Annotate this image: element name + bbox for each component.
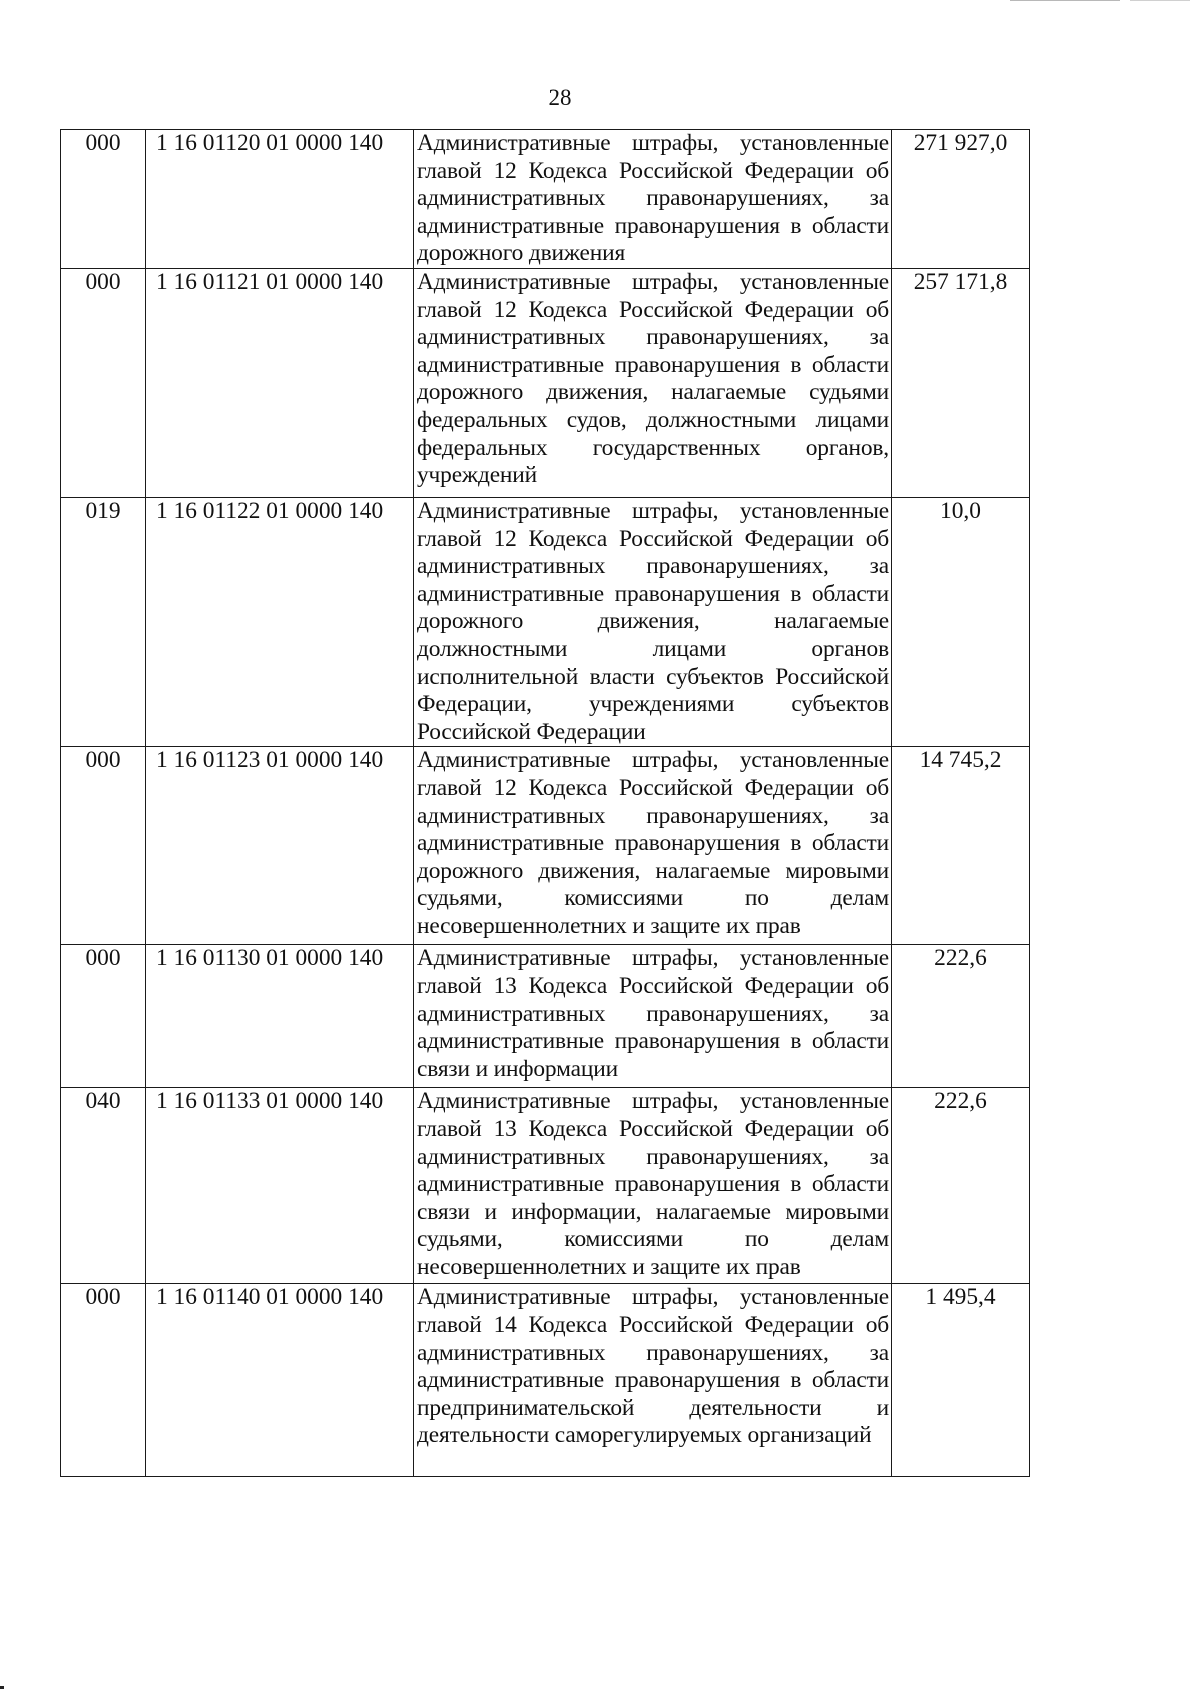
page-number: 28 — [548, 85, 572, 110]
scan-edge-mark — [1130, 0, 1190, 1]
budget-code-cell: 1 16 01140 01 0000 140 — [146, 1284, 414, 1477]
table-row — [61, 268, 1030, 497]
admin-code-cell: 000 — [61, 747, 146, 945]
table-row — [61, 945, 1030, 1088]
budget-code-cell: 1 16 01120 01 0000 140 — [146, 130, 414, 269]
budget-code-cell: 1 16 01122 01 0000 140 — [146, 497, 414, 746]
description-cell: Административные штрафы, установленные главой 12 Кодекса Российской Федерации об административных правонарушениях, за административные правонарушения в области дорожного движения, налагаемые мировыми судьями, комиссиями по делам несовершеннолетних и защите их прав — [414, 747, 892, 945]
admin-code-cell: 000 — [61, 130, 146, 269]
budget-code-cell: 1 16 01130 01 0000 140 — [146, 945, 414, 1088]
admin-code-cell: 019 — [61, 497, 146, 746]
table-row — [61, 130, 1030, 269]
description-cell: Административные штрафы, установленные главой 13 Кодекса Российской Федерации об административных правонарушениях, за административные правонарушения в области связи и информации — [414, 945, 892, 1088]
scan-speck — [0, 1686, 4, 1689]
admin-code-cell: 000 — [61, 1284, 146, 1477]
admin-code-cell: 000 — [61, 268, 146, 497]
budget-code-cell: 1 16 01133 01 0000 140 — [146, 1088, 414, 1284]
description-cell: Административные штрафы, установленные главой 14 Кодекса Российской Федерации об административных правонарушениях, за административные правонарушения в области предпринимательской деятельности и деятельности саморегулируемых организаций — [414, 1284, 892, 1477]
description-cell: Административные штрафы, установленные главой 13 Кодекса Российской Федерации об административных правонарушениях, за административные правонарушения в области связи и информации, налагаемые мировыми судьями, комиссиями по делам несовершеннолетних и защите их прав — [414, 1088, 892, 1284]
description-cell: Административные штрафы, установленные главой 12 Кодекса Российской Федерации об административных правонарушениях, за административные правонарушения в области дорожного движения — [414, 130, 892, 269]
revenue-table — [60, 129, 1030, 1477]
amount-cell: 257 171,8 — [892, 268, 1030, 497]
table-row — [61, 1088, 1030, 1284]
description-cell: Административные штрафы, установленные главой 12 Кодекса Российской Федерации об административных правонарушениях, за административные правонарушения в области дорожного движения, налагаемые должностными лицами органов исполнительной власти субъектов Российской Федерации, учреждениями субъектов Российской Федерации — [414, 497, 892, 746]
budget-code-cell: 1 16 01121 01 0000 140 — [146, 268, 414, 497]
amount-cell: 271 927,0 — [892, 130, 1030, 269]
amount-cell: 14 745,2 — [892, 747, 1030, 945]
table-row — [61, 747, 1030, 945]
budget-code-cell: 1 16 01123 01 0000 140 — [146, 747, 414, 945]
amount-cell: 1 495,4 — [892, 1284, 1030, 1477]
amount-cell: 222,6 — [892, 945, 1030, 1088]
table-row — [61, 1284, 1030, 1477]
amount-cell: 222,6 — [892, 1088, 1030, 1284]
scan-edge-mark — [1010, 0, 1120, 1]
amount-cell: 10,0 — [892, 497, 1030, 746]
table-row — [61, 497, 1030, 746]
description-cell: Административные штрафы, установленные главой 12 Кодекса Российской Федерации об административных правонарушениях, за административные правонарушения в области дорожного движения, налагаемые судьями федеральных судов, должностными лицами федеральных государственных органов, учреждений — [414, 268, 892, 497]
admin-code-cell: 000 — [61, 945, 146, 1088]
admin-code-cell: 040 — [61, 1088, 146, 1284]
